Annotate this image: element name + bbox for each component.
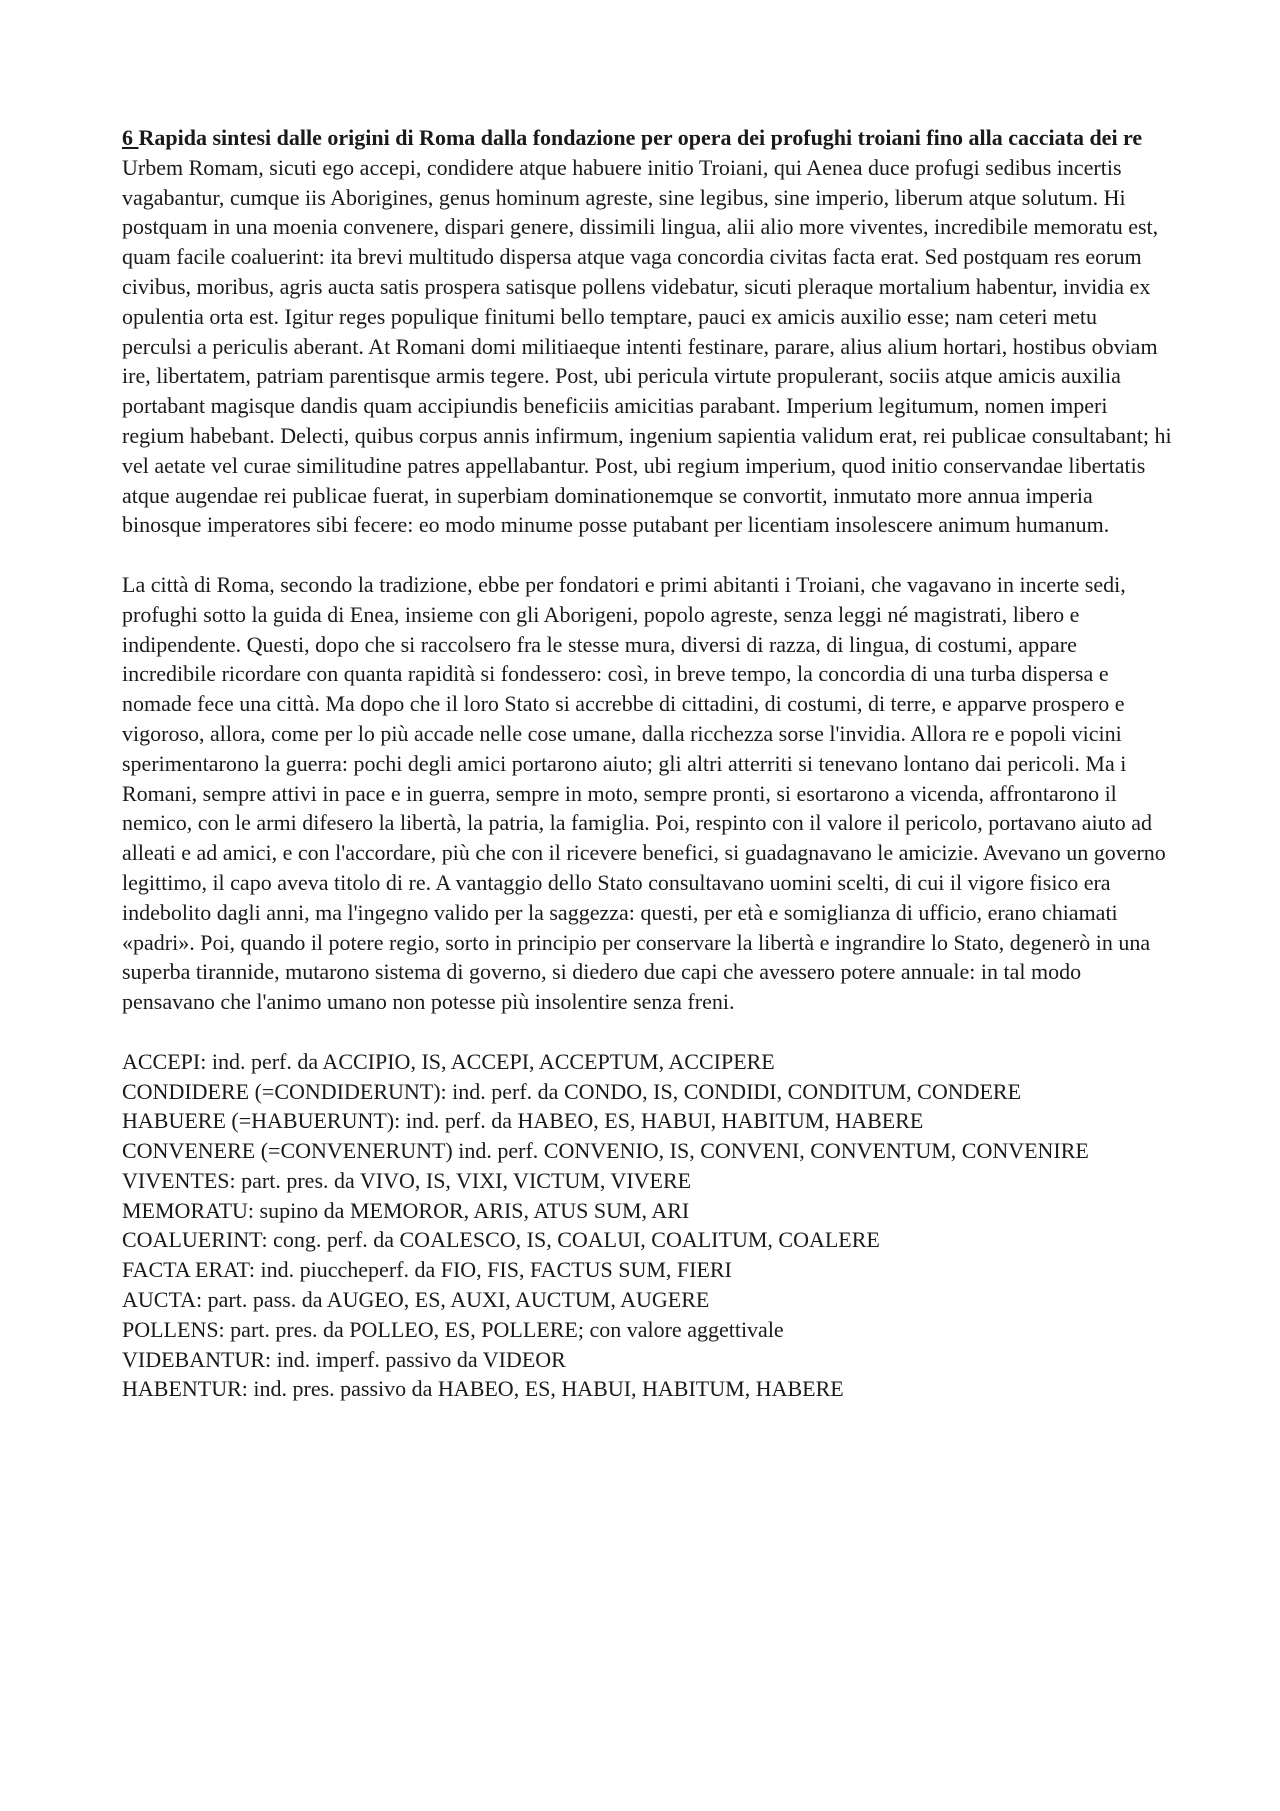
grammar-note: ACCEPI: ind. perf. da ACCIPIO, IS, ACCEPI, ACCEPTUM, ACCIPERE <box>122 1048 775 1074</box>
grammar-note: MEMORATU: supino da MEMOROR, ARIS, ATUS SUM, ARI <box>122 1197 690 1223</box>
grammar-note: CONDIDERE (=CONDIDERUNT): ind. perf. da CONDO, IS, CONDIDI, CONDITUM, CONDERE <box>122 1078 1022 1104</box>
latin-paragraph: Urbem Romam, sicuti ego accepi, condidere atque habuere initio Troiani, qui Aenea duce profugi sedibus incertis vagabantur, cumque iis Aborigines, genus hominum agreste, sine legibus, sine imperio, liberum atque solutum. Hi postquam in una moenia convenere, dispari genere, dissimili lingua, alii alio more viventes, incredibile memoratu est, quam facile coaluerint: ita brevi multitudo dispersa atque vaga concordia civitas facta erat. Sed postquam res eorum civibus, moribus, agris aucta satis prospera satisque pollens videbatur, sicuti pleraque mortalium habentur, invidia ex opulentia orta est. Igitur reges populique finitumi bello temptare, pauci ex amicis auxilio esse; nam ceteri metu perculsi a periculis aberant. At Romani domi militiaeque intenti festinare, parare, alius alium hortari, hostibus obviam ire, libertatem, patriam parentisque armis tegere. Post, ubi pericula virtute propulerant, sociis atque amicis auxilia portabant magisque dandis quam accipiundis beneficiis amicitias parabant. Imperium legitumum, nomen imperi regium habebant. Delecti, quibus corpus annis infirmum, ingenium sapientia validum erat, rei publicae consultabant; hi vel aetate vel curae similitudine patres appellabantur. Post, ubi regium imperium, quod initio conservandae libertatis atque augendae rei publicae fuerat, in superbiam dominationemque se convortit, inmutato more annua imperia binosque imperatores sibi fecere: eo modo minume posse putabant per licentiam insolescere animum humanum. <box>122 154 1172 538</box>
grammar-note: COALUERINT: cong. perf. da COALESCO, IS, COALUI, COALITUM, COALERE <box>122 1227 880 1253</box>
section-heading <box>122 123 1172 153</box>
grammar-notes-list <box>122 1047 1172 1405</box>
grammar-note: POLLENS: part. pres. da POLLEO, ES, POLLERE; con valore aggettivale <box>122 1316 784 1342</box>
grammar-note: FACTA ERAT: ind. piuccheperf. da FIO, FIS, FACTUS SUM, FIERI <box>122 1257 732 1283</box>
section-title: Rapida sintesi dalle origini di Roma dalla fondazione per opera dei profughi troiani fino alla cacciata dei re <box>138 125 1143 150</box>
grammar-note: HABUERE (=HABUERUNT): ind. perf. da HABEO, ES, HABUI, HABITUM, HABERE <box>122 1108 924 1134</box>
paragraph-spacer <box>122 1017 1172 1047</box>
grammar-note: VIVENTES: part. pres. da VIVO, IS, VIXI, VICTUM, VIVERE <box>122 1167 692 1193</box>
italian-translation-paragraph: La città di Roma, secondo la tradizione, ebbe per fondatori e primi abitanti i Troiani, che vagavano in incerte sedi, profughi sotto la guida di Enea, insieme con gli Aborigeni, popolo agreste, senza leggi né magistrati, libero e indipendente. Questi, dopo che si raccolsero fra le stesse mura, diversi di razza, di lingua, di costumi, appare incredibile ricordare con quanta rapidità si fondessero: così, in breve tempo, la concordia di una turba dispersa e nomade fece una città. Ma dopo che il loro Stato si accrebbe di cittadini, di costumi, di terre, e apparve prospero e vigoroso, allora, come per lo più accade nelle cose umane, dalla ricchezza sorse l'invidia. Allora re e popoli vicini sperimentarono la guerra: pochi degli amici portarono aiuto; gli altri atterriti si tenevano lontano dai pericoli. Ma i Romani, sempre attivi in pace e in guerra, sempre in moto, sempre pronti, si esortarono a vicenda, affrontarono il nemico, con le armi difesero la libertà, la patria, la famiglia. Poi, respinto con il valore il pericolo, portavano aiuto ad alleati e ad amici, e con l'accordare, più che con il ricevere benefici, si guadagnavano le amicizie. Avevano un governo legittimo, il capo aveva titolo di re. A vantaggio dello Stato consultavano uomini scelti, di cui il vigore fisico era indebolito dagli anni, ma l'ingegno valido per la saggezza: questi, per età e somiglianza di ufficio, erano chiamati «padri». Poi, quando il potere regio, sorto in principio per conservare la libertà e ingrandire lo Stato, degenerò in una superba tirannide, mutarono sistema di governo, si diedero due capi che avessero potere annuale: in tal modo pensavano che l'animo umano non potesse più insolentire senza freni. <box>122 571 1166 1015</box>
grammar-note: VIDEBANTUR: ind. imperf. passivo da VIDEOR <box>122 1346 566 1372</box>
grammar-note: AUCTA: part. pass. da AUGEO, ES, AUXI, AUCTUM, AUGERE <box>122 1287 710 1313</box>
document-page <box>122 123 1172 1404</box>
paragraph-spacer <box>122 540 1172 570</box>
section-number: 6 <box>122 125 139 150</box>
grammar-note: HABENTUR: ind. pres. passivo da HABEO, ES, HABUI, HABITUM, HABERE <box>122 1376 844 1402</box>
grammar-note: CONVENERE (=CONVENERUNT) ind. perf. CONVENIO, IS, CONVENI, CONVENTUM, CONVENIRE <box>122 1138 1089 1164</box>
